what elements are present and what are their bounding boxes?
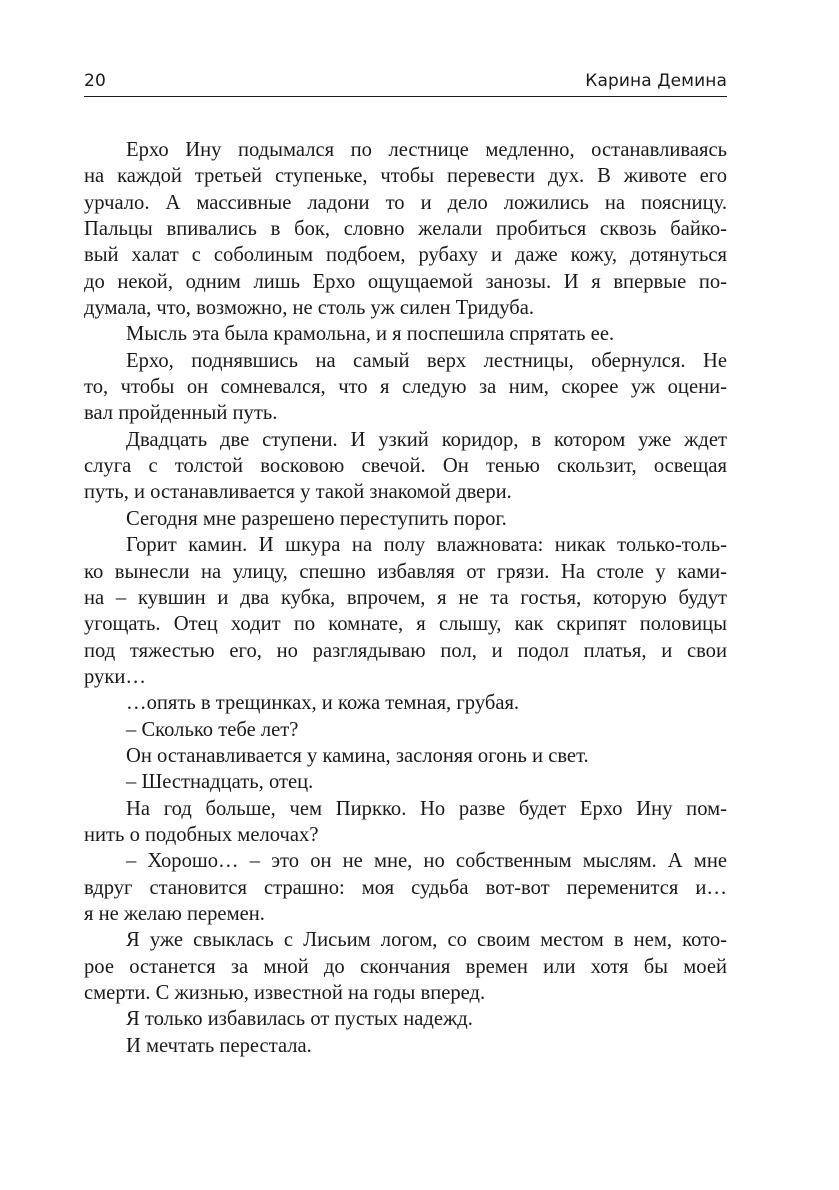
text-line: И мечтать перестала. bbox=[126, 1034, 312, 1057]
text-line: Я уже свыклась с Лисьим логом, со своим местом в нем, кото- bbox=[126, 929, 727, 952]
text-line: Двадцать две ступени. И узкий коридор, в котором уже ждет bbox=[126, 428, 727, 451]
text-line: – Шестнадцать, отец. bbox=[126, 771, 314, 794]
text-line: Ерхо, поднявшись на самый верх лестницы, обернулся. Не bbox=[126, 349, 727, 372]
text-line: ко вынесли на улицу, спешно избавляя от грязи. На столе у ками- bbox=[84, 560, 727, 583]
text-line: Мысль эта была крамольна, и я поспешила спрятать ее. bbox=[126, 323, 615, 346]
text-line: на каждой третьей ступеньке, чтобы перевести дух. В животе его bbox=[84, 165, 727, 188]
text-line: Я только избавилась от пустых надежд. bbox=[126, 1008, 473, 1031]
text-line: путь, и останавливается у такой знакомой двери. bbox=[84, 481, 512, 504]
page-header bbox=[84, 66, 727, 97]
text-line: думала, что, возможно, не столь уж силен Тридуба. bbox=[84, 297, 535, 320]
text-line: я не желаю перемен. bbox=[84, 902, 265, 925]
page-number: 20 bbox=[84, 71, 107, 91]
text-line: нить о подобных мелочах? bbox=[84, 823, 319, 846]
text-line: Ерхо Ину подымался по лестнице медленно, останавливаясь bbox=[126, 139, 727, 161]
text-line: то, чтобы он сомневался, что я следую за ним, скорее уж оцени- bbox=[84, 376, 727, 399]
text-line: рое останется за мной до скончания времен или хотя бы моей bbox=[84, 955, 727, 978]
text-line: Пальцы впивались в бок, словно желали пробиться сквозь байко- bbox=[84, 218, 727, 241]
text-line: на – кувшин и два кубка, впрочем, я не та гостья, которую будут bbox=[84, 586, 727, 609]
text-line: руки… bbox=[84, 665, 146, 688]
text-line: …опять в трещинках, и кожа темная, грубая. bbox=[126, 692, 520, 715]
text-line: На год больше, чем Пиркко. Но разве будет Ерхо Ину пом- bbox=[126, 797, 727, 820]
text-line: до некой, одним лишь Ерхо ощущаемой занозы. И я впервые по- bbox=[84, 270, 727, 293]
text-line: вый халат с соболиным подбоем, рубаху и даже кожу, дотянуться bbox=[84, 244, 727, 267]
text-line: Он останавливается у камина, заслоняя огонь и свет. bbox=[126, 744, 589, 767]
text-line: вдруг становится страшно: моя судьба вот-вот переменится и… bbox=[84, 876, 727, 899]
text-line: – Сколько тебе лет? bbox=[126, 718, 299, 741]
text-line: под тяжестью его, но разглядываю пол, и подол платья, и свои bbox=[84, 639, 727, 662]
text-line: Сегодня мне разрешено переступить порог. bbox=[126, 507, 507, 530]
text-line: слуга с толстой восковою свечой. Он тенью скользит, освещая bbox=[84, 455, 727, 478]
text-line: Горит камин. И шкура на полу влажновата: никак только-толь- bbox=[126, 534, 727, 557]
text-line: урчало. А массивные ладони то и дело ложились на поясницу. bbox=[84, 191, 727, 214]
text-line: вал пройденный путь. bbox=[84, 402, 278, 425]
text-line: – Хорошо… – это он не мне, но собственным мыслям. А мне bbox=[126, 850, 727, 873]
text-line: угощать. Отец ходит по комнате, я слышу, как скрипят половицы bbox=[84, 613, 727, 636]
running-title-author: Карина Демина bbox=[585, 71, 727, 91]
text-line: смерти. С жизнью, известной на годы вперед. bbox=[84, 982, 486, 1004]
body-text bbox=[84, 137, 727, 1059]
